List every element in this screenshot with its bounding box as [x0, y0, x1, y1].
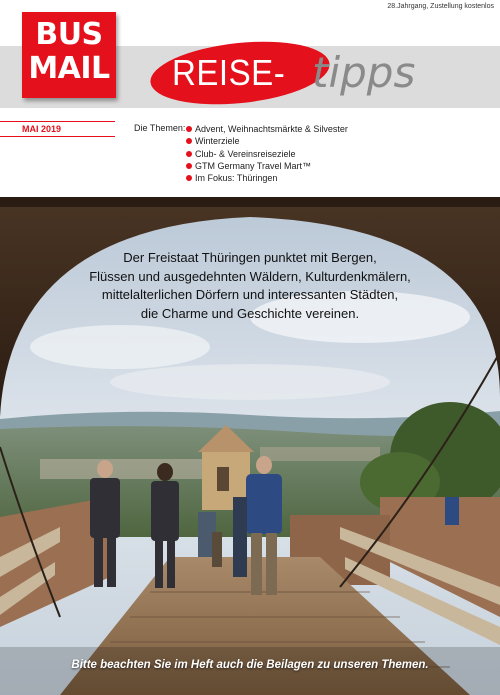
theme-text: GTM Germany Travel Mart™	[195, 160, 312, 171]
themes-label: Die Themen:	[134, 123, 186, 133]
theme-text: Advent, Weihnachtsmärkte & Silvester	[195, 124, 348, 134]
theme-text: Winterziele	[195, 136, 240, 147]
theme-item	[186, 135, 348, 147]
headline-line: mittelalterlichen Dörfern und interessanten Städten,	[101, 287, 399, 302]
theme-text: Club- & Vereinsreiseziele	[195, 148, 296, 159]
headline-line: Flüssen und ausgedehnten Wäldern, Kulturdenkmälern,	[89, 268, 411, 284]
headline-line: Der Freistaat Thüringen punktet mit Bergen,	[123, 250, 377, 265]
bullet-icon	[186, 138, 192, 144]
bullet-icon	[186, 151, 192, 157]
title-reise: REISE-	[172, 52, 286, 93]
themes-list	[186, 123, 348, 184]
footer-note: Bitte beachten Sie im Heft auch die Beilagen zu unseren Themen.	[71, 659, 429, 671]
edition-note: 28.Jahrgang, Zustellung kostenlos	[387, 3, 494, 10]
busmail-logo	[22, 12, 116, 98]
headline-line: die Charme und Geschichte vereinen.	[140, 305, 360, 321]
logo-line-2: MAIL	[28, 51, 110, 86]
logo-line-1: BUS	[35, 17, 103, 52]
theme-item	[186, 148, 348, 160]
bullet-icon	[186, 175, 192, 181]
theme-item	[186, 123, 348, 135]
issue-date: MAI 2019	[0, 121, 115, 137]
bullet-icon	[186, 163, 192, 169]
theme-item	[186, 172, 348, 184]
theme-text: Im Fokus: Thüringen	[195, 173, 278, 184]
bullet-icon	[186, 126, 192, 132]
title-tipps: tipps	[312, 48, 416, 97]
cover-headline	[40, 249, 460, 323]
theme-item	[186, 160, 348, 172]
